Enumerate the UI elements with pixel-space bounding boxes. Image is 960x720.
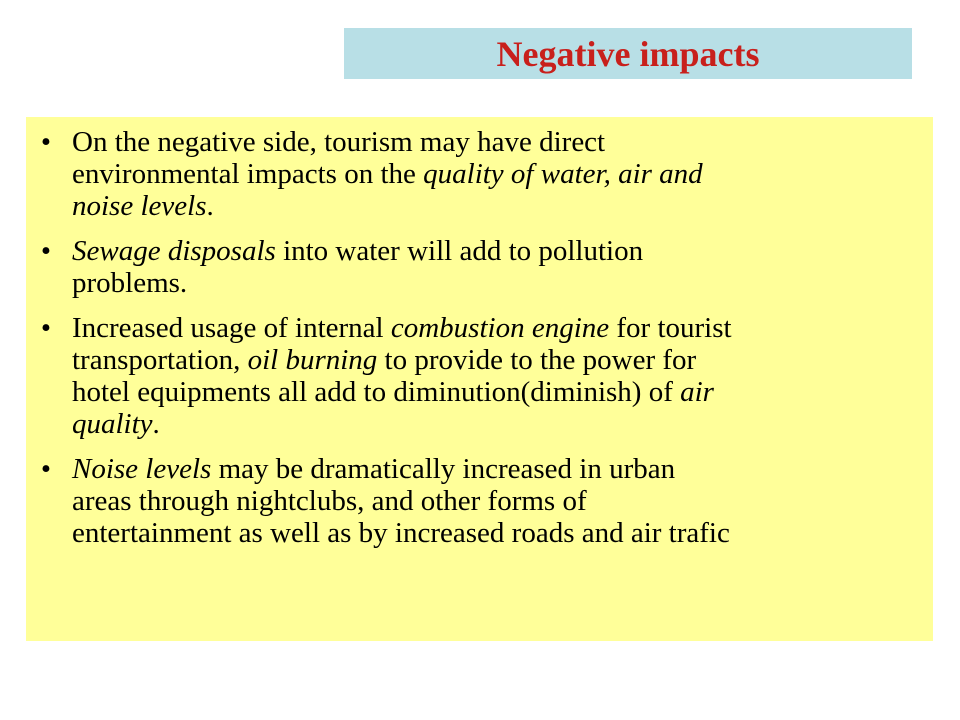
bullet-line: [72, 485, 919, 517]
bullet-text: On the negative side, tourism may have direct: [72, 126, 606, 158]
bullet-line: [72, 190, 919, 222]
emphasized-text: quality: [72, 408, 153, 440]
bullet-line: [72, 408, 919, 440]
bullet-text: into water will add to pollution: [275, 235, 644, 267]
bullet-dot-icon: •: [40, 235, 52, 267]
bullet-line: [72, 453, 919, 485]
bullet-text: may be dramatically increased in urban: [211, 453, 676, 485]
content-box: [26, 117, 933, 641]
emphasized-text: Sewage disposals: [72, 235, 276, 267]
emphasized-text: oil burning: [247, 344, 378, 376]
emphasized-text: Noise levels: [72, 453, 212, 485]
bullet-line: [72, 344, 919, 376]
bullet-line: [72, 267, 919, 299]
bullet-text: .: [206, 190, 214, 222]
bullet-dot-icon: •: [40, 126, 52, 158]
bullet-item: [26, 312, 933, 440]
bullet-text: to provide to the power for: [377, 344, 697, 376]
bullet-dot-icon: •: [40, 312, 52, 344]
bullet-text: hotel equipments all add to diminution(diminish) of: [72, 376, 681, 408]
bullet-dot-icon: •: [40, 453, 52, 485]
bullet-text: entertainment as well as by increased roads and air trafic: [72, 517, 730, 549]
bullet-text: transportation,: [72, 344, 248, 376]
bullet-text: .: [152, 408, 160, 440]
bullet-line: [72, 126, 919, 158]
bullet-text: problems.: [72, 267, 188, 299]
bullet-text: Increased usage of internal: [72, 312, 391, 344]
emphasized-text: air: [680, 376, 714, 408]
bullet-line: [72, 517, 919, 549]
bullet-list: [26, 126, 933, 562]
bullet-line: [72, 158, 919, 190]
bullet-text: for tourist: [609, 312, 732, 344]
bullet-item: [26, 453, 933, 549]
bullet-text: areas through nightclubs, and other forms of: [72, 485, 587, 517]
bullet-line: [72, 376, 919, 408]
emphasized-text: quality of water, air and: [423, 158, 703, 190]
emphasized-text: combustion engine: [390, 312, 610, 344]
bullet-line: [72, 312, 919, 344]
bullet-text: environmental impacts on the: [72, 158, 424, 190]
bullet-item: [26, 126, 933, 222]
title-bar: [344, 28, 912, 79]
slide-title: Negative impacts: [496, 34, 760, 74]
bullet-item: [26, 235, 933, 299]
bullet-line: [72, 235, 919, 267]
emphasized-text: noise levels: [72, 190, 207, 222]
